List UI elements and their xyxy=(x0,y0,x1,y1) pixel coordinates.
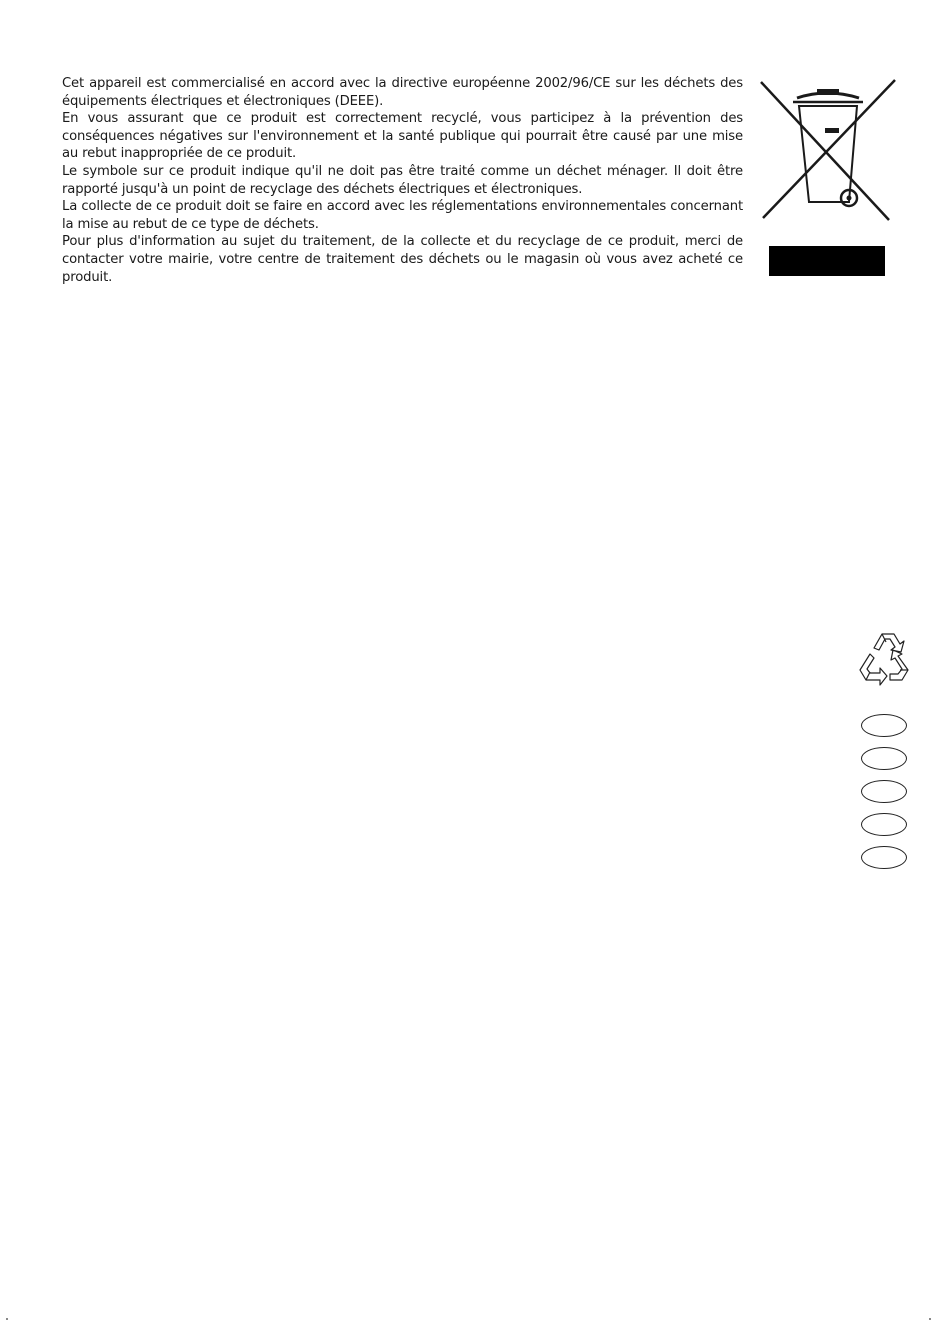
notice-paragraph-4: La collecte de ce produit doit se faire en accord avec les réglementations environnementales concernant la mise au rebut de ce type de déchets. xyxy=(62,199,743,232)
black-bar xyxy=(769,246,885,276)
weee-notice xyxy=(62,75,743,286)
notice-paragraph-3: Le symbole sur ce produit indique qu'il ne doit pas être traité comme un déchet ménager. Il doit être rapporté jusqu'à un point de recyclage des déchets électriques et électroniques. xyxy=(62,163,743,197)
recycle-icon xyxy=(856,628,914,686)
crop-mark xyxy=(929,1318,931,1320)
blank-oval xyxy=(861,780,907,803)
notice-paragraph-5: Pour plus d'information au sujet du traitement, de la collecte et du recyclage de ce produit, merci de contacter votre mairie, votre centre de traitement des déchets ou le magasin où vous avez acheté ce produit. xyxy=(62,234,743,285)
blank-oval xyxy=(861,846,907,869)
notice-paragraph-2: En vous assurant que ce produit est correctement recyclé, vous participez à la prévention des conséquences négatives sur l'environnement et la santé publique qui pourrait être causé par une mise au rebut inappropriée de ce produit. xyxy=(62,111,743,162)
blank-oval xyxy=(861,747,907,770)
crossed-out-wheelie-bin-icon xyxy=(757,78,897,224)
blank-oval xyxy=(861,714,907,737)
notice-paragraph-1: Cet appareil est commercialisé en accord avec la directive européenne 2002/96/CE sur les déchets des équipements électriques et électroniques (DEEE). xyxy=(62,76,743,109)
blank-oval xyxy=(861,813,907,836)
blank-oval-group xyxy=(861,714,909,879)
crop-mark xyxy=(6,1318,8,1320)
